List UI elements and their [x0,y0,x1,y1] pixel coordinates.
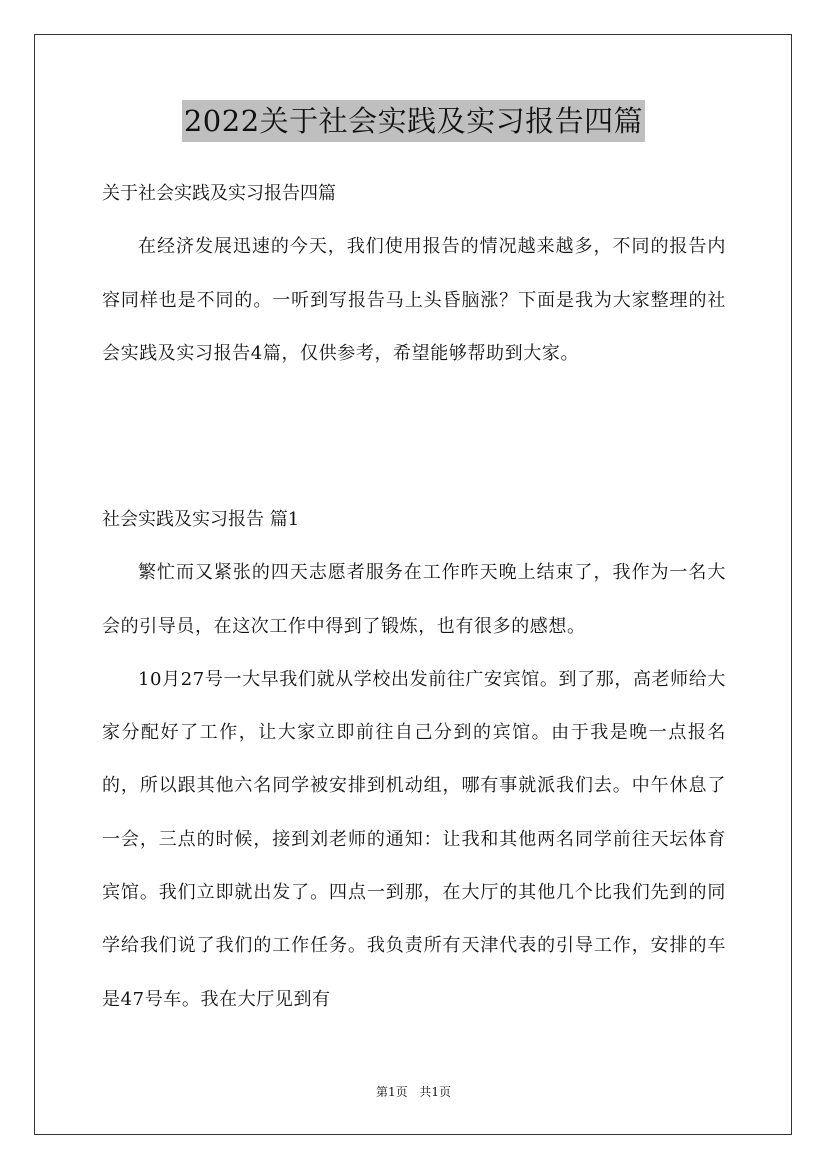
page-number-current: 第1页 [375,1085,408,1099]
section-heading-intro: 关于社会实践及实习报告四篇 [102,183,336,204]
page-footer [0,1083,827,1100]
section-report-1 [102,493,726,1026]
paragraph-intro: 在经济发展迅速的今天，我们使用报告的情况越来越多，不同的报告内容同样也是不同的。一听到写报告马上头昏脑涨？下面是我为大家整理的社会实践及实习报告4篇，仅供参考，希望能够帮助到大家。 [102,236,726,364]
paragraph-report-1-b: 10月27号一大早我们就从学校出发前往广安宾馆。到了那，高老师给大家分配好了工作，让大家立即前往自己分到的宾馆。由于我是晚一点报名的，所以跟其他六名同学被安排到机动组，哪有事就派我们去。中午休息了一会，三点的时候，接到刘老师的通知：让我和其他两名同学前往天坛体育宾馆。我们立即就出发了。四点一到那，在大厅的其他几个比我们先到的同学给我们说了我们的工作任务。我负责所有天津代表的引导工作，安排的车是47号车。我在大厅见到有 [102,668,726,1010]
section-intro [102,167,726,380]
title-container [0,100,827,142]
paragraph-report-1-a: 繁忙而又紧张的四天志愿者服务在工作昨天晚上结束了，我作为一名大会的引导员，在这次工作中得到了锻炼，也有很多的感想。 [102,562,726,637]
document-title: 2022关于社会实践及实习报告四篇 [182,100,645,142]
page-number-total: 共1页 [419,1085,452,1099]
section-heading-report-1: 社会实践及实习报告 篇1 [102,509,300,530]
